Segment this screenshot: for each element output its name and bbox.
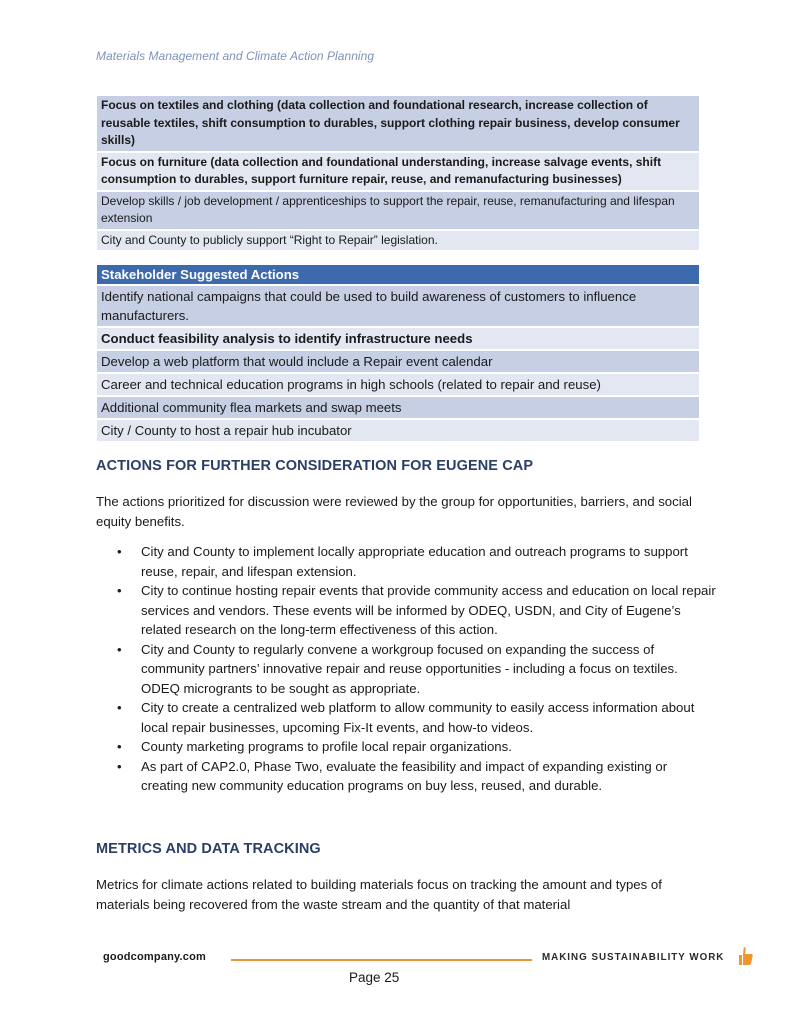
bullet-icon: • <box>117 544 122 559</box>
bullet-icon: • <box>117 758 122 774</box>
section-intro-paragraph: The actions prioritized for discussion were reviewed by the group for opportunities, barriers, and social equity benefits. <box>96 494 692 529</box>
list-item: • County marketing programs to profile local repair organizations. <box>96 737 716 757</box>
list-item: • City to continue hosting repair events that provide community access and education on local repair services and vendors. These events will be informed by ODEQ, USDN, and City of Eugene’s related research on the long-term effectiveness of this action. <box>117 583 716 637</box>
table-header: Stakeholder Suggested Actions <box>97 265 699 284</box>
section-heading-further-consideration: ACTIONS FOR FURTHER CONSIDERATION FOR EUGENE CAP <box>96 458 534 474</box>
running-header: Materials Management and Climate Action Planning <box>96 49 375 63</box>
list-item: • City and County to implement locally appropriate education and outreach programs to support reuse, repair, and lifespan extension. <box>117 544 688 579</box>
bullet-icon: • <box>117 641 122 657</box>
table-row: Career and technical education programs in high schools (related to repair and reuse) <box>97 374 699 395</box>
table-row: Focus on furniture (data collection and foundational understanding, increase salvage events, shift consumption to durables, support furniture repair, reuse, and remanufacturing businesses) <box>97 153 699 190</box>
further-actions-list <box>96 542 716 796</box>
bullet-icon: • <box>117 583 122 598</box>
footer-divider <box>231 959 532 961</box>
priority-actions-table <box>97 96 699 252</box>
metrics-paragraph: Metrics for climate actions related to building materials focus on tracking the amount and types of materials being recovered from the waste stream and the quantity of that material <box>96 877 662 912</box>
bullet-icon: • <box>117 700 122 715</box>
page-number: Page 25 <box>349 970 400 985</box>
table-row: Additional community flea markets and swap meets <box>97 397 699 418</box>
list-item: • City and County to regularly convene a workgroup focused on expanding the success of community partners’ innovative repair and reuse opportunities - including a focus on textiles. ODEQ microgrants to be sought as appropriate. <box>117 641 678 696</box>
table-row: City / County to host a repair hub incubator <box>97 420 699 441</box>
footer-tagline: MAKING SUSTAINABILITY WORK <box>542 952 725 963</box>
stakeholder-actions-table <box>97 265 699 443</box>
table-row: Develop a web platform that would include a Repair event calendar <box>97 351 699 372</box>
footer-website-link[interactable]: goodcompany.com <box>103 951 207 963</box>
table-row: City and County to publicly support “Right to Repair” legislation. <box>97 231 699 251</box>
table-row: Develop skills / job development / apprenticeships to support the repair, reuse, remanufacturing and lifespan extension <box>97 192 699 229</box>
table-row: Identify national campaigns that could be used to build awareness of customers to influence manufacturers. <box>97 286 699 326</box>
list-item: • City to create a centralized web platform to allow community to easily access information about local repair businesses, upcoming Fix-It events, and how-to videos. <box>117 700 695 735</box>
section-heading-metrics: METRICS AND DATA TRACKING <box>96 841 321 857</box>
thumbs-up-icon <box>738 946 754 966</box>
bullet-icon: • <box>117 739 122 754</box>
table-row: Conduct feasibility analysis to identify infrastructure needs <box>97 328 699 349</box>
list-item: • As part of CAP2.0, Phase Two, evaluate the feasibility and impact of expanding existing or creating new community education programs on buy less, reused, and durable. <box>117 758 668 793</box>
table-row: Focus on textiles and clothing (data collection and foundational research, increase collection of reusable textiles, shift consumption to durables, support clothing repair business, develop consumer skills) <box>97 96 699 151</box>
